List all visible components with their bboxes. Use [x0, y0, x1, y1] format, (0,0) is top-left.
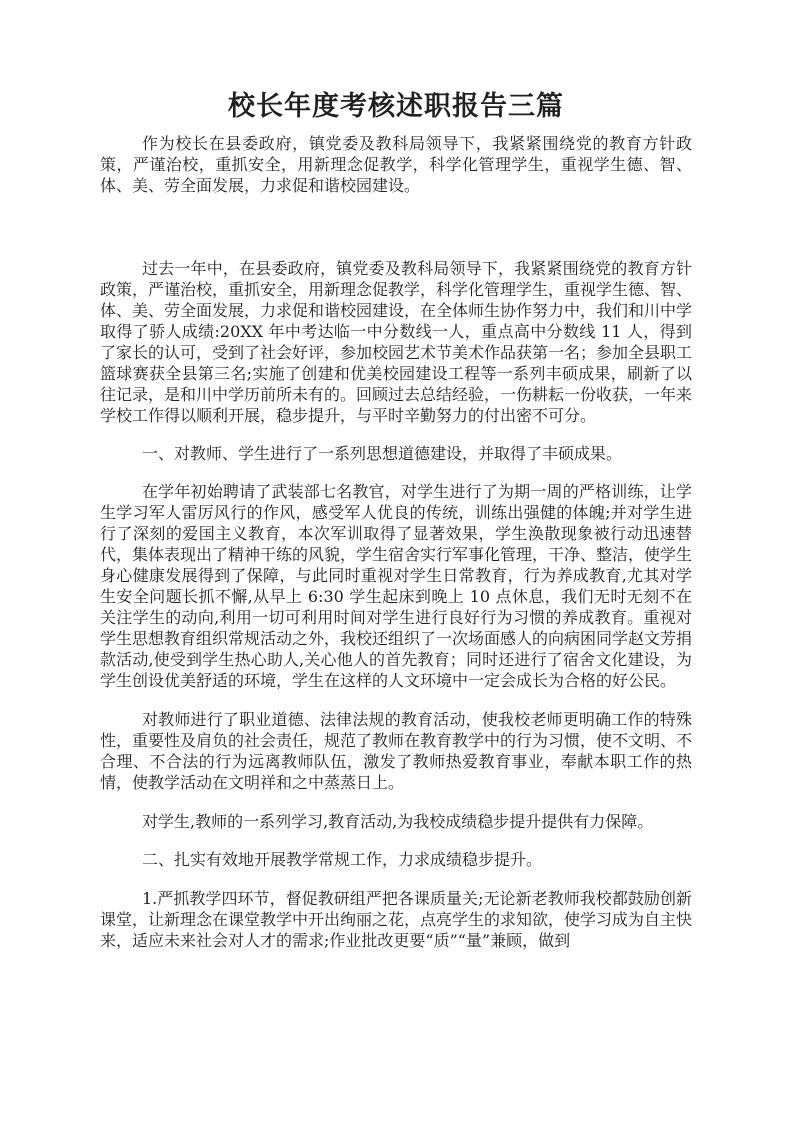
document-title: 校长年度考核述职报告三篇: [228, 91, 564, 122]
paragraph-intro: 作为校长在县委政府，镇党委及教科局领导下，我紧紧围绕党的教育方针政策，严谨治校，重抓安全，用新理念促教学，科学化管理学生，重视学生德、智、体、美、劳全面发展，力求促和谐校园建设。: [100, 134, 692, 195]
paragraph-summary-guarantee: 对学生,教师的一系列学习,教育活动,为我校成绩稳步提升提供有力保障。: [142, 812, 654, 831]
paragraph-year-review: 过去一年中，在县委政府，镇党委及教科局领导下，我紧紧围绕党的教育方针政策，严谨治校，重抓安全，用新理念促教学，科学化管理学生，重视学生德、智、体、美、劳全面发展，力求促和谐校园建设，在全体师生协作努力中，我们和川中学取得了骄人成绩:20XX 年中考达临一中分数线一人，重点高中分数线 11 人，得到了家长的认可，受到了社会好评，参加校园艺术节美术作品获第一名；参加全县职工篮球赛获全县第三名;实施了创建和优美校园建设工程等一系列丰硕成果，刷新了以往记录，是和川中学历前所未有的。回顾过去总结经验，一伤耕耘一份收获，一年来学校工作得以顺利开展，稳步提升，与平时辛勤努力的付出密不可分。: [100, 259, 693, 425]
section-heading-1: 一、对教师、学生进行了一系列思想道德建设，并取得了丰硕成果。: [142, 444, 623, 463]
paragraph-teacher-ethics: 对教师进行了职业道德、法律法规的教育活动，使我校老师更明确工作的特殊性，重要性及肩负的社会责任，规范了教师在教育教学中的行为习惯，使不文明、不合理、不合法的行为远离教师队伍，激发了教师热爱教育事业，奉献本职工作的热情，使教学活动在文明祥和之中蒸蒸日上。: [100, 710, 693, 792]
paragraph-military-training: 在学年初始聘请了武装部七名教官，对学生进行了为期一周的严格训练，让学生学习军人雷厉风行的作风，感受军人优良的传统，训练出强健的体魄;并对学生进行了深刻的爱国主义教育，本次军训取得了显著效果，学生涣散现象被行动迅速替代，集体表现出了精神干练的风貌，学生宿舍实行军事化管理，干净、整洁，使学生身心健康发展得到了保障，与此同时重视对学生日常教育，行为养成教育,尤其对学生安全问题长抓不懈,从早上 6:30 学生起床到晚上 10 点休息，我们无时无刻不在关注学生的动向,利用一切可利用时间对学生进行良好行为习惯的养成教育。重视对学生思想教育组织常规活动之外，我校还组织了一次场面感人的向病困同学赵文芳捐款活动,使受到学生热心助人,关心他人的首先教育；同时还进行了宿舍文化建设，为学生创设优美舒适的环境，学生在这样的人文环境中一定会成长为合格的好公民。: [100, 482, 693, 690]
section-heading-2: 二、扎实有效地开展教学常规工作，力求成绩稳步提升。: [142, 850, 543, 869]
paragraph-teaching-routine: 1.严抓教学四环节，督促教研组严把各课质量关;无论新老教师我校都鼓励创新课堂，让新理念在课堂教学中开出绚丽之花，点亮学生的求知欲，使学习成为自主快来，适应未来社会对人才的需求;作业批改更要“质”“量”兼顾，做到: [100, 889, 693, 950]
